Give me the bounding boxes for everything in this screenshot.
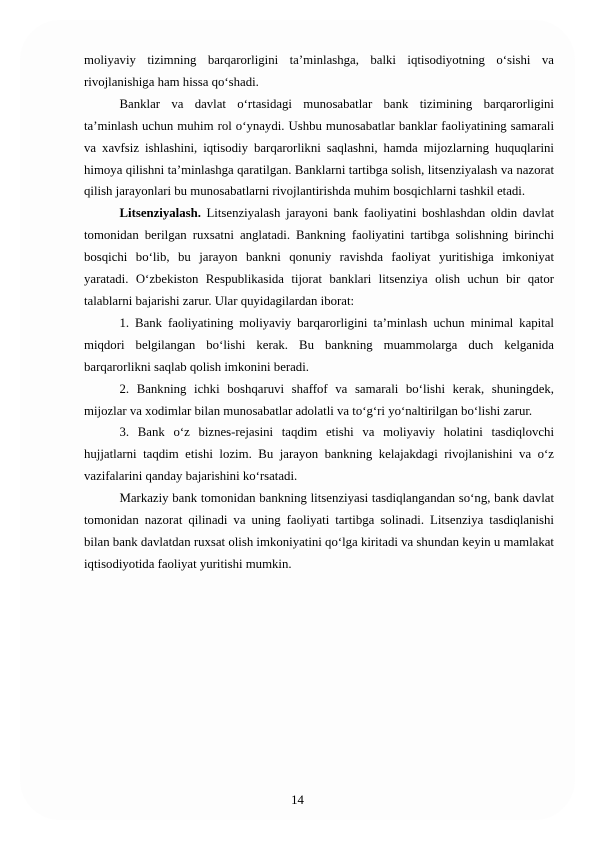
- paragraph-3: [84, 203, 554, 313]
- paragraph-3-text: Litsenziyalash jarayoni bank faoliyatini boshlashdan oldin davlat tomonidan berilgan ruxsatni anglatadi. Bankning faoliyatini tartibga solishning birinchi bosqichi bo‘lib, bu jarayon bankni qonuniy ravishda faoliyat yuritishiga imkoniyat yaratadi. O‘zbekiston Respublikasida tijorat banklari litsenziya olish uchun bir qator talablarni bajarishi zarur. Ular quyidagilardan iborat:: [84, 206, 554, 308]
- paragraph-1: moliyaviy tizimning barqarorligini ta’minlashga, balki iqtisodiyotning o‘sishi va rivojlanishiga ham hissa qo‘shadi.: [84, 53, 554, 89]
- page-number: 14: [291, 793, 304, 807]
- list-item-1: 1. Bank faoliyatining moliyaviy barqarorligini ta’minlash uchun minimal kapital miqdori belgilangan bo‘lishi kerak. Bu bankning muammolarga duch kelganida barqarorlikni saqlab qolish imkonini beradi.: [84, 315, 554, 374]
- document-body: [84, 50, 554, 576]
- paragraph-3-heading: Litsenziyalash.: [119, 206, 201, 221]
- paragraph-7: Markaziy bank tomonidan bankning litsenziyasi tasdiqlangandan so‘ng, bank davlat tomonidan nazorat qilinadi va uning faoliyati tartibga solinadi. Litsenziya tasdiqlanishi bilan bank davlatdan ruxsat olish imkoniyatini qo‘lga kiritadi va shundan keyin u mamlakat iqtisodiyotida faoliyat yuritishi mumkin.: [84, 491, 554, 571]
- paragraph-2: Banklar va davlat o‘rtasidagi munosabatlar bank tizimining barqarorligini ta’minlash uchun muhim rol o‘ynaydi. Ushbu munosabatlar banklar faoliyatining samarali va xavfsiz ishlashini, iqtisodiy barqarorlikni saqlashni, hamda mijozlarning huquqlarini himoya qilishni ta’minlashga qaratilgan. Banklarni tartibga solish, litsenziyalash va nazorat qilish jarayonlari bu munosabatlarni rivojlantirishda muhim bosqichlarni tashkil etadi.: [84, 96, 554, 199]
- list-item-3: 3. Bank o‘z biznes-rejasini taqdim etishi va moliyaviy holatini tasdiqlovchi hujjatlarni taqdim etishi lozim. Bu jarayon bankning kelajakdagi rivojlanishini va o‘z vazifalarini qanday bajarishini ko‘rsatadi.: [84, 425, 554, 484]
- list-item-2: 2. Bankning ichki boshqaruvi shaffof va samarali bo‘lishi kerak, shuningdek, mijozlar va xodimlar bilan munosabatlar adolatli va to‘g‘ri yo‘naltirilgan bo‘lishi zarur.: [84, 381, 554, 418]
